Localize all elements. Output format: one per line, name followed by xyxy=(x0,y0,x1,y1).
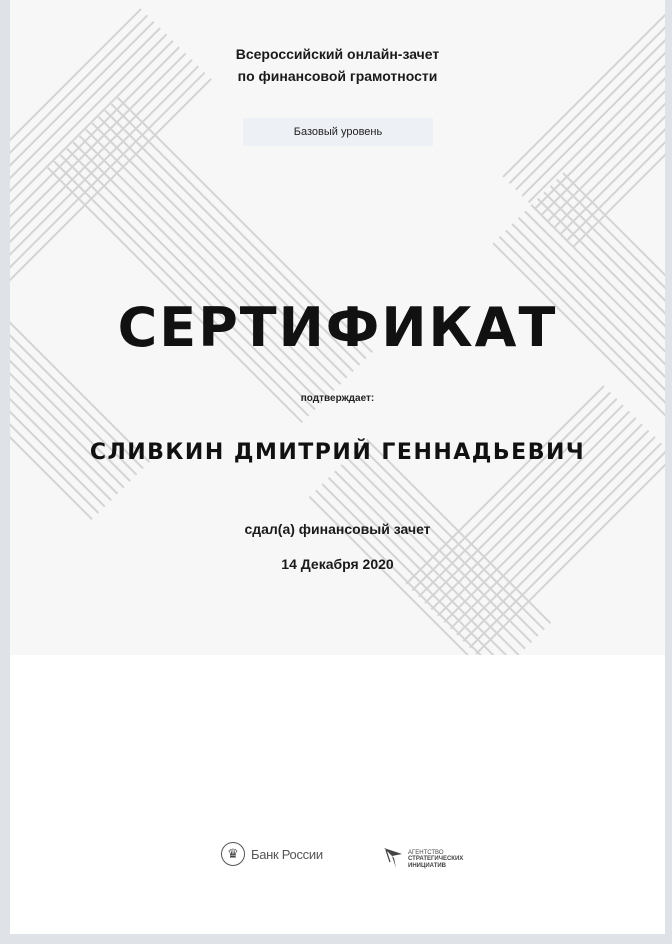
contest-title-line-2: по финансовой грамотности xyxy=(237,68,438,84)
asi-name-line-3: ИНИЦИАТИВ xyxy=(408,862,446,869)
contest-title-line-1: Всероссийский онлайн-зачет xyxy=(235,46,440,62)
certificate-date: 14 Декабря 2020 xyxy=(281,556,394,572)
certificate-page xyxy=(10,0,665,934)
level-badge: Базовый уровень xyxy=(243,118,433,146)
recipient-name: СЛИВКИН ДМИТРИЙ ГЕННАДЬЕВИЧ xyxy=(89,440,586,465)
eagle-emblem-icon: ♛ xyxy=(221,842,245,866)
confirm-label: подтверждает: xyxy=(300,393,375,404)
asi-name-line-2: СТРАТЕГИЧЕСКИХ xyxy=(408,856,464,862)
asi-name xyxy=(408,850,463,870)
bank-name: Банк России xyxy=(251,846,323,862)
certificate-title: СЕРТИФИКАТ xyxy=(117,296,558,359)
bank-of-russia-logo xyxy=(221,840,323,868)
asi-name-line-1: АГЕНТСТВО xyxy=(408,849,444,856)
certificate-content xyxy=(10,0,665,934)
asi-mark-icon xyxy=(382,844,406,870)
asi-logo xyxy=(382,836,463,870)
passed-text: сдал(а) финансовый зачет xyxy=(244,521,431,537)
